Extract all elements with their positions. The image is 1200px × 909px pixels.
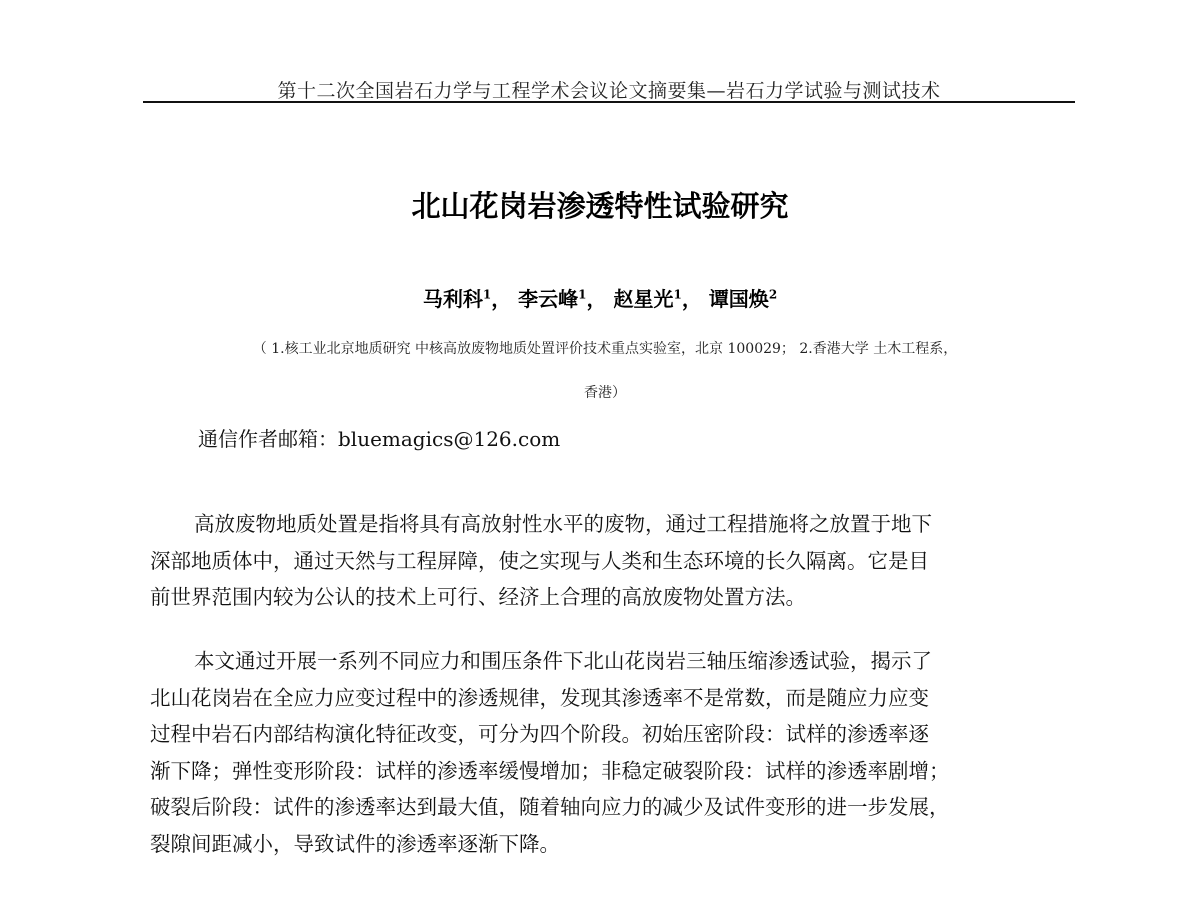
paragraph-line: 北山花岗岩在全应力应变过程中的渗透规律，发现其渗透率不是常数，而是随应力应变 xyxy=(150,685,929,710)
author-name: 谭国焕 xyxy=(708,287,769,311)
paragraph-line: 前世界范围内较为公认的技术上可行、经济上合理的高放废物处置方法。 xyxy=(150,585,806,609)
corresponding-email: 通信作者邮箱：bluemagics@126.com xyxy=(198,427,561,451)
paragraph-line: 裂隙间距减小，导致试件的渗透率逐渐下降。 xyxy=(150,831,560,856)
paragraph-line: 本文通过开展一系列不同应力和围压条件下北山花岗岩三轴压缩渗透试验，揭示了 xyxy=(194,649,932,673)
affiliation-line: 香港） xyxy=(584,385,626,401)
abstract-paragraph xyxy=(150,506,1070,616)
author-list xyxy=(0,283,1200,312)
author-affiliation-mark: 1 xyxy=(482,287,492,302)
header-rule xyxy=(143,101,1075,103)
author-separator: ， xyxy=(586,287,607,311)
abstract-paragraph xyxy=(150,643,1070,862)
affiliation-line: （ 1.核工业北京地质研究 中核高放废物地质处置评价技术重点实验室，北京 100029； 2.香港大学 土木工程系， xyxy=(252,341,958,357)
author-name: 马利科 xyxy=(422,287,483,311)
paragraph-line: 深部地质体中，通过天然与工程屏障，使之实现与人类和生态环境的长久隔离。它是目 xyxy=(150,548,929,573)
paragraph-line: 破裂后阶段：试件的渗透率达到最大值，随着轴向应力的减少及试件变形的进一步发展， xyxy=(150,795,950,819)
running-header: 第十二次全国岩石力学与工程学术会议论文摘要集—岩石力学试验与测试技术 xyxy=(277,80,941,102)
author-separator: ， xyxy=(681,287,702,311)
author-affiliation-mark: 1 xyxy=(673,287,682,302)
paragraph-line: 过程中岩石内部结构演化特征改变，可分为四个阶段。初始压密阶段：试样的渗透率逐 xyxy=(150,722,929,746)
author-affiliation-mark: 1 xyxy=(578,287,587,302)
paragraph-line: 高放废物地质处置是指将具有高放射性水平的废物，通过工程措施将之放置于地下 xyxy=(194,512,932,536)
author-separator: ， xyxy=(491,287,512,311)
paper-title: 北山花岗岩渗透特性试验研究 xyxy=(411,189,789,223)
paragraph-line: 渐下降；弹性变形阶段：试样的渗透率缓慢增加；非稳定破裂阶段：试样的渗透率剧增； xyxy=(150,758,950,783)
author-name: 李云峰 xyxy=(518,287,579,311)
author-name: 赵星光 xyxy=(613,287,674,311)
author-affiliation-mark: 2 xyxy=(768,287,778,302)
